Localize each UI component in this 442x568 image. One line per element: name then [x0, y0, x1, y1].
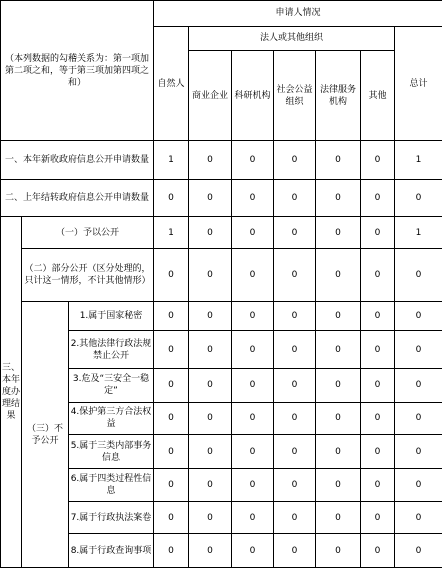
cell-value: 0	[395, 502, 442, 534]
cell-value: 0	[232, 331, 274, 369]
row-label: 2.其他法律行政法规禁止公开	[69, 331, 154, 369]
cell-value: 0	[232, 369, 274, 403]
cell-value: 0	[361, 402, 395, 434]
cell-value: 0	[274, 180, 316, 217]
natural-person-header: 自然人	[154, 26, 189, 141]
cell-value: 0	[361, 502, 395, 534]
cell-value: 1	[154, 141, 189, 180]
table-row	[1, 141, 442, 180]
total-header: 总计	[395, 26, 442, 141]
cell-value: 0	[361, 369, 395, 403]
cell-value: 0	[189, 331, 232, 369]
row-label: （二）部分公开（区分处理的，只计这一情形，不计其他情形）	[22, 249, 154, 302]
cell-value: 0	[395, 369, 442, 403]
cell-value: 0	[232, 434, 274, 469]
cell-value: 0	[316, 469, 361, 502]
row-label: 1.属于国家秘密	[69, 302, 154, 331]
cell-value: 0	[274, 434, 316, 469]
cell-value: 0	[232, 502, 274, 534]
table-row	[1, 217, 442, 249]
cell-value: 0	[395, 469, 442, 502]
cell-value: 0	[361, 331, 395, 369]
cell-value: 0	[274, 331, 316, 369]
cell-value: 0	[154, 180, 189, 217]
row-label: （一）予以公开	[22, 217, 154, 249]
cell-value: 0	[274, 369, 316, 403]
cell-value: 0	[316, 180, 361, 217]
cell-value: 0	[232, 469, 274, 502]
cell-value: 0	[189, 141, 232, 180]
cell-value: 0	[189, 402, 232, 434]
cell-value: 0	[316, 434, 361, 469]
cell-value: 0	[154, 434, 189, 469]
row-label: 5.属于三类内部事务信息	[69, 434, 154, 469]
cell-value: 0	[395, 249, 442, 302]
cell-value: 0	[232, 141, 274, 180]
other-header: 其他	[361, 51, 395, 141]
cell-value: 0	[361, 534, 395, 568]
row-label: 3.危及“三安全一稳定”	[69, 369, 154, 403]
cell-value: 0	[316, 502, 361, 534]
cell-value: 0	[154, 369, 189, 403]
cell-value: 0	[232, 534, 274, 568]
cell-value: 0	[189, 249, 232, 302]
cell-value: 0	[189, 302, 232, 331]
social-header: 社会公益组织	[274, 51, 316, 141]
cell-value: 0	[316, 534, 361, 568]
research-header: 科研机构	[232, 51, 274, 141]
cell-value: 0	[189, 502, 232, 534]
row-label: 7.属于行政执法案卷	[69, 502, 154, 534]
cell-value: 0	[395, 534, 442, 568]
cell-value: 1	[154, 217, 189, 249]
cell-value: 0	[395, 402, 442, 434]
withheld-title: （三）不予公开	[22, 302, 69, 568]
cell-value: 0	[395, 434, 442, 469]
cell-value: 0	[154, 402, 189, 434]
cell-value: 0	[232, 249, 274, 302]
cell-value: 0	[361, 141, 395, 180]
cell-value: 0	[274, 502, 316, 534]
cell-value: 0	[154, 302, 189, 331]
cell-value: 0	[189, 469, 232, 502]
cell-value: 0	[232, 217, 274, 249]
cell-value: 0	[361, 249, 395, 302]
row-label: 8.属于行政查询事项	[69, 534, 154, 568]
cell-value: 1	[395, 141, 442, 180]
cell-value: 0	[154, 534, 189, 568]
cell-value: 0	[274, 217, 316, 249]
cell-value: 0	[154, 502, 189, 534]
cell-value: 0	[274, 302, 316, 331]
cell-value: 0	[361, 469, 395, 502]
cell-value: 0	[316, 402, 361, 434]
cell-value: 0	[316, 217, 361, 249]
cell-value: 0	[232, 302, 274, 331]
table-row	[1, 302, 442, 331]
cell-value: 0	[232, 402, 274, 434]
cell-value: 0	[395, 302, 442, 331]
cell-value: 0	[361, 302, 395, 331]
cell-value: 0	[274, 534, 316, 568]
row-label: 一、本年新收政府信息公开申请数量	[1, 141, 154, 180]
cell-value: 0	[154, 469, 189, 502]
cell-value: 0	[274, 249, 316, 302]
cell-value: 0	[361, 180, 395, 217]
cell-value: 0	[316, 249, 361, 302]
section-three-label: 三、本年度办理结果	[1, 217, 22, 568]
cell-value: 0	[316, 331, 361, 369]
row-label: 二、上年结转政府信息公开申请数量	[1, 180, 154, 217]
cell-value: 0	[361, 217, 395, 249]
cell-value: 0	[316, 369, 361, 403]
cell-value: 0	[395, 180, 442, 217]
row-label: 4.保护第三方合法权益	[69, 402, 154, 434]
commercial-header: 商业企业	[189, 51, 232, 141]
table-row	[1, 249, 442, 302]
cell-value: 0	[316, 302, 361, 331]
cell-value: 0	[154, 331, 189, 369]
table-note: （本列数据的勾稽关系为：第一项加第二项之和，等于第三项加第四项之和）	[1, 1, 154, 141]
cell-value: 0	[154, 249, 189, 302]
cell-value: 0	[189, 180, 232, 217]
cell-value: 0	[395, 331, 442, 369]
cell-value: 0	[189, 434, 232, 469]
applicant-situation-header: 申请人情况	[154, 1, 442, 27]
cell-value: 1	[395, 217, 442, 249]
cell-value: 0	[361, 434, 395, 469]
table-row	[1, 180, 442, 217]
row-label: 6.属于四类过程性信息	[69, 469, 154, 502]
cell-value: 0	[274, 402, 316, 434]
cell-value: 0	[274, 469, 316, 502]
cell-value: 0	[189, 534, 232, 568]
cell-value: 0	[316, 141, 361, 180]
legal-group-header: 法人或其他组织	[189, 26, 395, 51]
legal-service-header: 法律服务机构	[316, 51, 361, 141]
cell-value: 0	[232, 180, 274, 217]
cell-value: 0	[274, 141, 316, 180]
cell-value: 0	[189, 217, 232, 249]
cell-value: 0	[189, 369, 232, 403]
